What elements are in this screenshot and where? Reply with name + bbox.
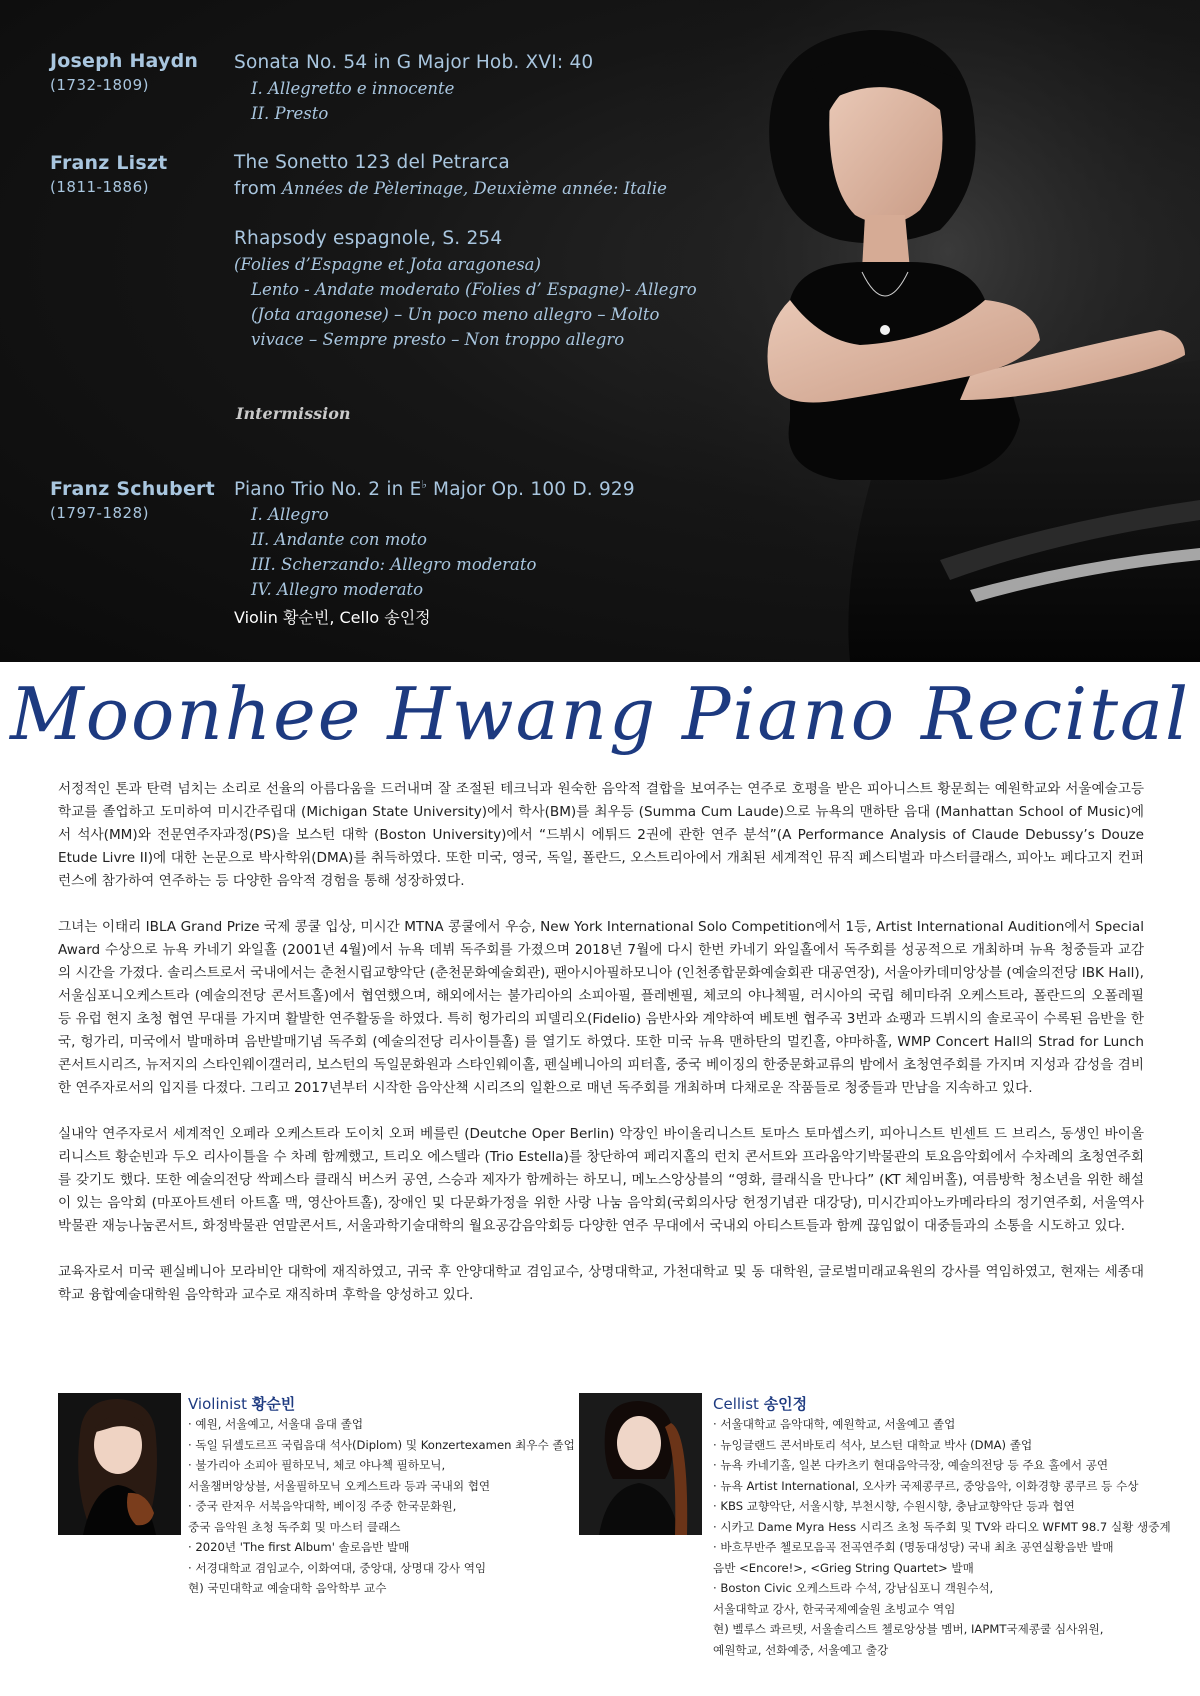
violinist-role: Violinist (188, 1395, 247, 1413)
biography (58, 778, 1144, 1330)
cellist-credentials (713, 1414, 1171, 1660)
bio-paragraph: 실내악 연주자로서 세계적인 오페라 오케스트라 도이치 오퍼 베를린 (Deutche Oper Berlin) 악장인 바이올리니스트 토마스 토마셉스키, 피아니스트 빈센트 드 브리스, 동생인 바이올리니스트 황순빈과 두오 리사이틀을 수 차례 함께했고, 트리오 에스텔라 (Trio Estella)를 창단하여 페리지홀의 런치 콘서트와 프라움악기박물관의 토요음악회에서 수차례의 초청연주회를 갖기도 했다. 또한 예술의전당 싹페스타 클래식 버스커 공연, 스승과 제자가 함께하는 하모니, 메노스앙상블의 “영화, 클래식을 만나다” (KT 체임버홀), 여름방학 청소년을 위한 해설이 있는 음악회 (마포아트센터 아트홀 맥, 영산아트홀), 장애인 및 다문화가정을 위한 사랑 나눔 음악회(국회의사당 헌정기념관 대강당), 미시간피아노카메라타의 정기연주회, 서울역사박물관 재능나눔콘서트, 화정박물관 연말콘서트, 서울과학기술대학의 월요공감음악회등 다양한 연주 무대에서 국내외 아티스트들과 함께 끊임없이 대중들과의 소통을 시도하고 있다. (58, 1126, 1144, 1234)
composer-years: (1797-1828) (50, 504, 149, 522)
list-item: · 불가리아 소피아 필하모닉, 체코 야나첵 필하모닉, (188, 1458, 446, 1472)
violinist-title (188, 1393, 295, 1414)
work-title: Rhapsody espagnole, S. 254 (234, 228, 503, 249)
list-item: 중국 음악원 초청 독주회 및 마스터 클래스 (188, 1519, 401, 1534)
movement: (Jota aragonese) – Un poco meno allegro – Molto (251, 305, 660, 324)
composer-schubert (50, 478, 215, 522)
movement: II. Andante con moto (251, 530, 427, 550)
list-item: · 예원, 서울예고, 서울대 음대 졸업 (188, 1417, 364, 1431)
list-item: · 서경대학교 겸임교수, 이화여대, 중앙대, 상명대 강사 역임 (188, 1560, 487, 1575)
list-item: · 뉴욕 카네기홀, 일본 다카츠키 현대음악극장, 예술의전당 등 주요 홀에서 공연 (713, 1458, 1109, 1472)
movement: I. Allegro (251, 505, 329, 525)
movement: vivace – Sempre presto – Non troppo allegro (251, 330, 625, 349)
movement: II. Presto (251, 104, 329, 123)
list-item: 예원학교, 선화예중, 서울예고 출강 (713, 1642, 889, 1657)
recital-title: Moonhee Hwang Piano Recital (9, 672, 1191, 756)
list-item: 현) 국민대학교 예술대학 음악학부 교수 (188, 1581, 387, 1595)
bio-paragraph: 그녀는 이태리 IBLA Grand Prize 국제 콩쿨 입상, 미시간 MTNA 콩쿨에서 우승, New York International Solo Competition에서 1등, Artist International Audition에서 Special Award 수상으로 뉴욕 카네기 와일홀 (2001년 4월)에서 뉴욕 데뷔 독주회를 가졌으며 2018년 7월에 다시 한번 카네기 와일홀에서 독주회를 성공적으로 개최하며 뉴욕 청중들과 교감의 시간을 가졌다. 솔리스트로서 국내에서는 춘천시립교향악단 (춘천문화예술회관), 팬아시아필하모니아 (인천종합문화예술회관 대공연장), 서울아카데미앙상블 (예술의전당 IBK Hall), 서울심포니오케스트라 (예술의전당 콘서트홀)에서 협연했으며, 해외에서는 불가리아의 소피아필, 플레벤필, 체코의 야나첵필, 러시아의 국립 헤미타쥐 오케스트라, 폴란드의 오폴레필 등 유럽 현지 초청 협연 무대를 가지며 활발한 연주활동을 하였다. 특히 헝가리의 피델리오(Fidelio) 음반사와 계약하여 베토벤 협주곡 3번과 쇼팽과 드뷔시의 솔로곡이 수록된 음반을 한국, 헝가리, 미국에서 발매하며 음반발매기념 독주회 (예술의전당 리사이틀홀) 를 열기도 하였다. 또한 미국 뉴욕 맨하탄의 멀킨홀, 야마하홀, WMP Concert Hall의 Strad for Lunch 콘서트시리즈, 뉴저지의 스타인웨이갤러리, 보스턴의 독일문화원과 스타인웨이홀, 펜실베니아의 피터홀, 중국 베이징의 한중문화교류의 밤에서 초청연주회를 가지며 지성과 감성을 겸비한 연주자로서의 입지를 다졌다. 그리고 2017년부터 시작한 음악산책 시리즈의 일환으로 매년 독주회를 개최하며 다채로운 작품들로 청중들과 만남을 지속하고 있다. (58, 919, 1144, 1096)
work-haydn-sonata (234, 52, 593, 126)
performers: Violin 황순빈, Cello 송인정 (234, 608, 431, 628)
list-item: · Boston Civic 오케스트라 수석, 강남심포니 객원수석, (713, 1581, 994, 1595)
list-item: · KBS 교향악단, 서울시향, 부천시향, 수원시향, 충남교향악단 등과 협연 (713, 1499, 1075, 1513)
list-item: · 뉴욕 Artist International, 오사카 국제콩쿠르, 중앙음악, 이화경향 콩쿠르 등 수상 (713, 1478, 1139, 1493)
movement: IV. Allegro moderato (251, 580, 424, 600)
from-text: Années de Pèlerinage, Deuxième année: Italie (281, 179, 667, 198)
intermission-label: Intermission (236, 404, 351, 423)
list-item: 서울대학교 강사, 한국국제예술원 초빙교수 역임 (713, 1601, 956, 1616)
list-item: 현) 벨루스 콰르텟, 서울솔리스트 첼로앙상블 멤버, IAPMT국제콩쿨 심사위원, (713, 1622, 1104, 1636)
work-liszt-sonetto (234, 152, 667, 201)
cellist-title (713, 1393, 807, 1414)
composer-years: (1811-1886) (50, 178, 149, 196)
movement: Lento - Andate moderato (Folies d’ Espagne)- Allegro (251, 280, 697, 299)
list-item: 서울챔버앙상블, 서울필하모닉 오케스트라 등과 국내외 협연 (188, 1478, 491, 1493)
list-item: · 시카고 Dame Myra Hess 시리즈 초청 독주회 및 TV와 라디오 WFMT 98.7 실황 생중계 (713, 1519, 1171, 1534)
violinist-photo (58, 1393, 181, 1535)
composer-haydn (50, 50, 198, 94)
flat-sign: ♭ (421, 478, 427, 491)
work-title-post: Major Op. 100 D. 929 (426, 479, 635, 501)
work-title (234, 478, 635, 500)
list-item: · 독일 뒤셀도르프 국립음대 석사(Diplom) 및 Konzertexamen 최우수 졸업 (188, 1437, 575, 1452)
movement: I. Allegretto e innocente (251, 79, 455, 98)
list-item: · 뉴잉글랜드 콘서바토리 석사, 보스턴 대학교 박사 (DMA) 졸업 (713, 1437, 1033, 1452)
list-item: · 중국 란저우 서북음악대학, 베이징 주중 한국문화원, (188, 1499, 457, 1513)
work-title: Sonata No. 54 in G Major Hob. XVI: 40 (234, 52, 594, 73)
work-title: The Sonetto 123 del Petrarca (234, 152, 510, 173)
work-source (234, 176, 667, 201)
cellist-photo (579, 1393, 702, 1535)
work-liszt-rhapsody (234, 228, 697, 352)
list-item: · 서울대학교 음악대학, 예원학교, 서울예고 졸업 (713, 1417, 956, 1431)
violinist-name: 황순빈 (251, 1395, 296, 1413)
list-item: 음반 <Encore!>, <Grieg String Quartet> 발매 (713, 1560, 974, 1575)
pianist-photo (640, 0, 1200, 662)
from-prefix: from (234, 178, 277, 199)
list-item: · 2020년 'The first Album' 솔로음반 발매 (188, 1540, 410, 1554)
movement: III. Scherzando: Allegro moderato (251, 555, 537, 575)
composer-liszt (50, 152, 167, 196)
violinist-credentials (188, 1414, 575, 1599)
list-item: · 바흐무반주 첼로모음곡 전곡연주회 (명동대성당) 국내 최초 공연실황음반 발매 (713, 1540, 1114, 1554)
composer-years: (1732-1809) (50, 76, 149, 94)
work-schubert-trio (234, 478, 635, 628)
program-section (0, 0, 1200, 662)
composer-name: Joseph Haydn (50, 50, 199, 72)
composer-name: Franz Liszt (50, 152, 168, 174)
bio-paragraph: 서정적인 톤과 탄력 넘치는 소리로 선율의 아름다움을 드러내며 잘 조절된 테크닉과 원숙한 음악적 결합을 보여주는 연주로 호평을 받은 피아니스트 황문희는 예원학교와 서울예술고등학교를 졸업하고 도미하여 미시간주립대 (Michigan State University)에서 학사(BM)를 최우등 (Summa Cum Laude)으로 뉴욕의 맨하탄 음대 (Manhattan School of Music)에서 석사(MM)와 전문연주자과정(PS)을 보스턴 대학 (Boston University)에서 “드뷔시 에튀드 2권에 관한 연주 분석”(A Performance Analysis of Claude Debussy’s Douze Etude Livre II)에 대한 논문으로 박사학위(DMA)를 취득하였다. 또한 미국, 영국, 독일, 폴란드, 오스트리아에서 개최된 세계적인 뮤직 페스티벌과 마스터클래스, 피아노 페다고지 컨퍼런스에 참가하여 연주하는 등 다양한 음악적 경험을 통해 성장하였다. (58, 781, 1144, 889)
work-title-pre: Piano Trio No. 2 in E (234, 479, 422, 501)
cellist-name: 송인정 (763, 1395, 808, 1413)
work-subtitle: (Folies d’Espagne et Jota aragonesa) (234, 255, 541, 274)
cellist-role: Cellist (713, 1395, 759, 1413)
bio-paragraph: 교육자로서 미국 펜실베니아 모라비안 대학에 재직하였고, 귀국 후 안양대학교 겸임교수, 상명대학교, 가천대학교 및 동 대학원, 글로벌미래교육원의 강사를 역임하였고, 현재는 세종대학교 융합예술대학원 음악학과 교수로 재직하며 후학을 양성하고 있다. (58, 1264, 1144, 1303)
composer-name: Franz Schubert (50, 478, 215, 500)
